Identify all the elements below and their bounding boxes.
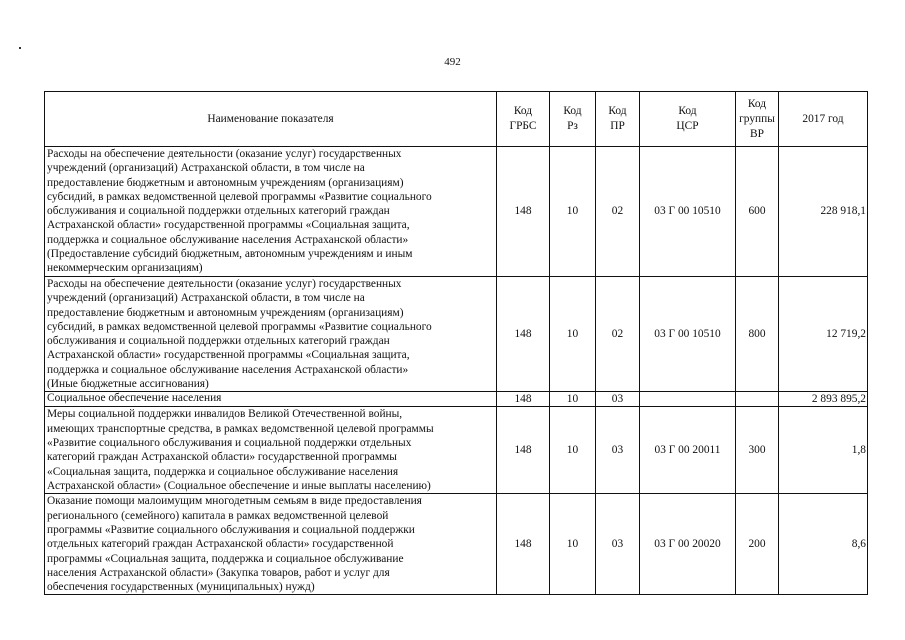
- row-amount: 2 893 895,2: [779, 392, 868, 407]
- row-amount: 228 918,1: [779, 147, 868, 277]
- row-grbs: 148: [497, 147, 550, 277]
- row-amount: 8,6: [779, 494, 868, 595]
- row-pr: 02: [596, 277, 640, 392]
- row-grbs: 148: [497, 407, 550, 494]
- row-rz: 10: [550, 494, 596, 595]
- page-number: 492: [444, 56, 461, 68]
- row-csr: 03 Г 00 20011: [640, 407, 736, 494]
- row-pr: 03: [596, 407, 640, 494]
- table-row: [45, 494, 868, 595]
- row-pr: 03: [596, 392, 640, 407]
- row-vr: 800: [736, 277, 779, 392]
- row-rz: 10: [550, 392, 596, 407]
- row-grbs: 148: [497, 277, 550, 392]
- row-vr: 600: [736, 147, 779, 277]
- row-name: Расходы на обеспечение деятельности (оказание услуг) государственных учреждений (организаций) Астраханской области, в том числе на предоставление бюджетным и автономным учреждениям (организациям) субсидий, в рамках ведомственной целевой программы «Развитие социального обслуживания и социальной поддержки отдельных категорий граждан Астраханской области» государственной программы «Социальная защита, поддержка и социальное обслуживание населения Астраханской области» (Иные бюджетные ассигнования): [45, 277, 497, 392]
- table-row: [45, 392, 868, 407]
- header-csr: Код ЦСР: [640, 92, 736, 147]
- budget-table: [44, 91, 868, 595]
- header-rz: Код Рз: [550, 92, 596, 147]
- table-row: [45, 407, 868, 494]
- header-name: Наименование показателя: [45, 92, 497, 147]
- row-vr: [736, 392, 779, 407]
- row-csr: 03 Г 00 10510: [640, 277, 736, 392]
- header-pr: Код ПР: [596, 92, 640, 147]
- row-name: Расходы на обеспечение деятельности (оказание услуг) государственных учреждений (организаций) Астраханской области, в том числе на предоставление бюджетным и автономным учреждениям (организациям) субсидий, в рамках ведомственной целевой программы «Развитие социального обслуживания и социальной поддержки отдельных категорий граждан Астраханской области» государственной программы «Социальная защита, поддержка и социальное обслуживание населения Астраханской области» (Предоставление субсидий бюджетным, автономным учреждениям и иным некоммерческим организациям): [45, 147, 497, 277]
- row-csr: [640, 392, 736, 407]
- table-row: [45, 277, 868, 392]
- row-grbs: 148: [497, 494, 550, 595]
- row-vr: 300: [736, 407, 779, 494]
- row-csr: 03 Г 00 20020: [640, 494, 736, 595]
- row-name: Меры социальной поддержки инвалидов Великой Отечественной войны, имеющих транспортные средства, в рамках ведомственной целевой программы «Развитие социального обслуживания и социальной поддержки отдельных категорий граждан Астраханской области» государственной программы «Социальная защита, поддержка и социальное обслуживание населения Астраханской области» (Социальное обеспечение и иные выплаты населению): [45, 407, 497, 494]
- scan-speck: [19, 47, 21, 49]
- row-name: Социальное обеспечение населения: [45, 392, 497, 407]
- row-name: Оказание помощи малоимущим многодетным семьям в виде предоставления регионального (семейного) капитала в рамках ведомственной целевой программы «Развитие социального обслуживания и социальной поддержки отдельных категорий граждан Астраханской области» государственной программы «Социальная защита, поддержка и социальное обслуживание населения Астраханской области» (Закупка товаров, работ и услуг для обеспечения государственных (муниципальных) нужд): [45, 494, 497, 595]
- table-row: [45, 147, 868, 277]
- row-pr: 02: [596, 147, 640, 277]
- row-rz: 10: [550, 147, 596, 277]
- row-amount: 1,8: [779, 407, 868, 494]
- table-header-row: [45, 92, 868, 147]
- row-amount: 12 719,2: [779, 277, 868, 392]
- row-pr: 03: [596, 494, 640, 595]
- header-year: 2017 год: [779, 92, 868, 147]
- row-rz: 10: [550, 407, 596, 494]
- row-vr: 200: [736, 494, 779, 595]
- header-grbs: Код ГРБС: [497, 92, 550, 147]
- row-grbs: 148: [497, 392, 550, 407]
- header-vr: Код группы ВР: [736, 92, 779, 147]
- row-csr: 03 Г 00 10510: [640, 147, 736, 277]
- row-rz: 10: [550, 277, 596, 392]
